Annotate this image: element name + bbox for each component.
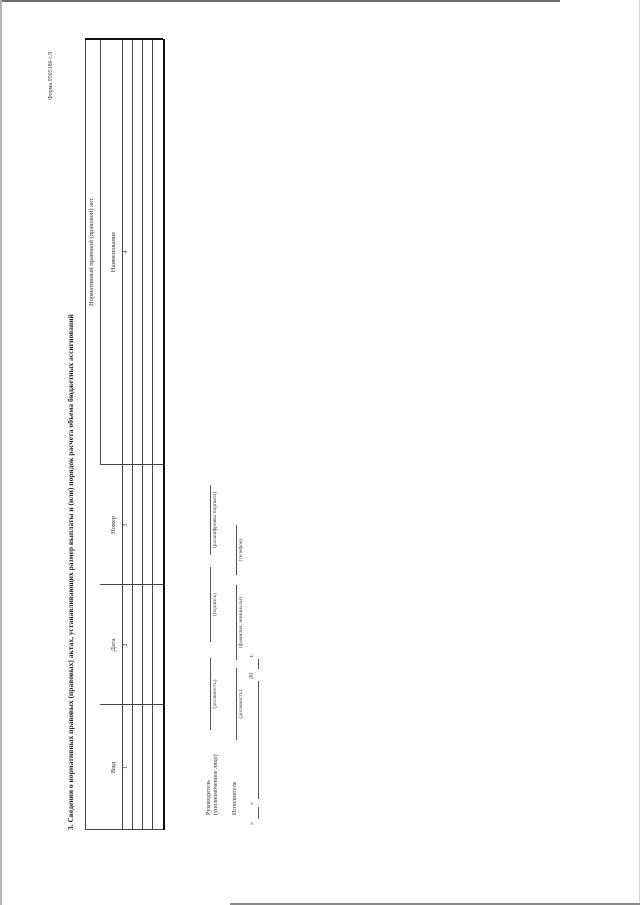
executor-name-caption: (фамилия, инициалы) xyxy=(238,597,244,648)
col-header-date: Дата xyxy=(110,638,117,652)
head-decoding-line xyxy=(210,485,211,555)
col-header-number: Номер xyxy=(110,515,117,535)
date-close-quote: » xyxy=(249,802,255,805)
date-open-quote: « xyxy=(249,822,255,825)
col-header-kind: Вид xyxy=(110,761,117,774)
date-year-suffix: г. xyxy=(249,653,255,657)
executor-name-line xyxy=(236,585,237,660)
group-header-divider xyxy=(100,39,101,465)
executor-label: Исполнитель xyxy=(232,781,238,815)
number-row-divider xyxy=(132,39,133,830)
col-number-2: 2 xyxy=(123,643,129,647)
head-signature-line xyxy=(210,567,211,642)
date-day-line xyxy=(258,807,259,819)
head-position-line xyxy=(210,658,211,730)
date-year-prefix: 20 xyxy=(249,673,255,679)
table-border-bottom xyxy=(163,39,165,830)
head-decoding-caption: (расшифровка подписи) xyxy=(212,491,218,549)
date-month-line xyxy=(258,681,259,799)
group-header: Нормативный правовой (правовой) акт xyxy=(88,198,95,306)
row-divider-2 xyxy=(152,39,153,830)
col-header-name: Наименование xyxy=(110,231,117,273)
col-number-1: 1 xyxy=(123,766,129,769)
executor-position-line xyxy=(236,668,237,740)
section-title: 3. Сведения о нормативных правовых (правовых) актах, устанавливающих размер выплаты и (или) порядок расчета объема бюджетных ассигнований xyxy=(66,314,75,830)
col-number-3: 3 xyxy=(123,523,129,527)
head-position-caption: (должность) xyxy=(212,679,218,709)
executor-phone-caption: (телефон) xyxy=(238,538,244,562)
table-border-top xyxy=(85,39,86,830)
executor-phone-line xyxy=(236,525,237,575)
form-code: Форма 0505186 с.9 xyxy=(48,51,54,100)
head-signature-caption: (подпись) xyxy=(212,593,218,616)
head-sublabel: (уполномоченное лицо) xyxy=(213,754,219,815)
col-number-4: 4 xyxy=(123,250,129,254)
row-divider-1 xyxy=(142,39,143,830)
executor-position-caption: (должность) xyxy=(238,689,244,719)
head-label: Руководитель xyxy=(206,780,212,815)
date-year-line xyxy=(258,659,259,669)
